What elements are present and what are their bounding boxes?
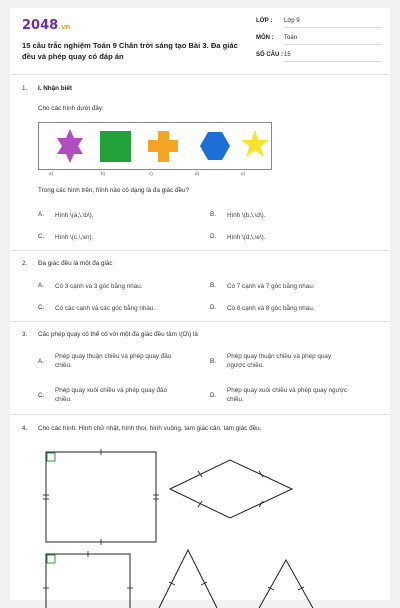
- q3-option-c-text[interactable]: Phép quay xuôi chiều và phép quay đảo chiều.: [55, 387, 168, 403]
- q1-option-b-text[interactable]: Hình \(b,\,\d\).: [227, 212, 266, 219]
- cross-shape: [148, 131, 178, 162]
- five-point-star-shape: [241, 130, 269, 157]
- equilateral-triangle-figure: [258, 560, 314, 608]
- question-divider: [10, 250, 390, 251]
- shape-label-d: d): [195, 171, 200, 176]
- page-title: 15 câu trắc nghiệm Toán 9 Chân trời sáng tạo Bài 3. Đa giác đều và phép quay có đáp án: [22, 41, 238, 61]
- q2-option-b-letter[interactable]: B.: [210, 282, 216, 289]
- hexagon-shape: [200, 132, 230, 160]
- question-1-number: 1.: [22, 85, 28, 92]
- shape-label-c: c): [149, 171, 153, 176]
- rhombus-figure: [170, 460, 292, 518]
- q3-option-a-letter[interactable]: A.: [38, 358, 44, 365]
- q1-option-c-letter[interactable]: C.: [38, 233, 45, 240]
- q2-option-b-text[interactable]: Có 7 cạnh và 7 góc bằng nhau.: [227, 283, 315, 290]
- question-2-number: 2.: [22, 260, 28, 267]
- q2-option-a-text[interactable]: Có 3 cạnh và 3 góc bằng nhau.: [55, 283, 143, 290]
- q2-option-c-text[interactable]: Có các cạnh và các góc bằng nhau.: [55, 305, 156, 312]
- q3-option-b-text[interactable]: Phép quay thuận chiều và phép quay ngược chiều.: [227, 353, 331, 369]
- q3-option-c-letter[interactable]: C.: [38, 392, 45, 399]
- q3-option-a-text[interactable]: Phép quay thuận chiều và phép quay đảo chiều.: [55, 353, 172, 369]
- question-divider: [10, 321, 390, 322]
- site-logo[interactable]: [22, 18, 70, 33]
- question-4-prompt: Cho các hình: Hình chữ nhật, hình thoi, hình vuông, tam giác cân, tam giác đều.: [38, 425, 262, 432]
- shapes-svg: [39, 123, 271, 169]
- q3-option-d-text[interactable]: Phép quay xuôi chiều và phép quay ngược chiều.: [227, 387, 348, 403]
- shape-label-b: b): [101, 171, 106, 176]
- question-1-prompt: Trong các hình trên, hình nào có dạng là đa giác đều?: [38, 187, 189, 194]
- question-3-number: 3.: [22, 331, 28, 338]
- q1-option-b-letter[interactable]: B.: [210, 211, 216, 218]
- green-square-shape: [100, 131, 131, 162]
- isosceles-triangle-figure: [158, 550, 218, 608]
- q1-option-d-letter[interactable]: D.: [210, 233, 217, 240]
- shape-label-e: e): [241, 171, 246, 176]
- logo-main: 2048: [22, 18, 59, 33]
- q2-option-c-letter[interactable]: C.: [38, 304, 45, 311]
- q3-option-b-letter[interactable]: B.: [210, 358, 216, 365]
- q2-option-d-letter[interactable]: D.: [210, 304, 217, 311]
- q2-option-a-letter[interactable]: A.: [38, 282, 44, 289]
- q2-option-d-text[interactable]: Có 8 cạnh và 8 góc bằng nhau.: [227, 305, 315, 312]
- question-4-number: 4.: [22, 425, 28, 432]
- q1-option-d-text[interactable]: Hình \(d,\,\e\).: [227, 234, 266, 241]
- logo-suffix: .vn: [58, 23, 71, 31]
- q1-option-c-text[interactable]: Hình \(c,\,\e\).: [55, 234, 94, 241]
- section-heading: I. Nhận biết: [38, 85, 72, 92]
- six-point-star-shape: [57, 129, 83, 163]
- q4-figures: [10, 438, 390, 608]
- header-divider: [10, 74, 390, 75]
- question-3-prompt: Các phép quay có thể có với một đa giác đều tâm \(O\) là: [38, 331, 198, 338]
- document-page: 2048.vn 15 câu trắc nghiệm Toán 9 Chân trời sáng tạo Bài 3. Đa giác đều và phép quay có đáp án LỚP : Lớp 9 MÔN : Toán SỐ CÂU : 15 1. I. Nhận biết Cho các hình dưới đây: a) b) c) d) e) Trong các hình trên, hình nào có dạng là đa giác đều? A. Hình \(a,\,\b\). B. Hình \(b,\,\d\). C. Hình \(c,\,\e\). D. Hình \(d,\,\e\). 2. Đa giác đều là một đa giác A. Có 3 cạnh và 3 góc bằng nhau. B. Có 7 cạnh và 7 góc bằng nhau. C. Có các cạnh và các góc bằng nhau. D. Có 8 cạnh và 8 góc bằng nhau. 3. Các phép quay có thể có với một đa giác đều tâm \(O\) là A. Phép quay thuận chiều và phép quay đảo chiều. B. Phép quay thuận chiều và phép quay ngược chiều. C. Phép quay xuôi chiều và phép quay đảo chiều. D. Phép quay xuôi chiều và phép quay ngược chiều. 4. Cho các hình: Hình chữ nhật, hình thoi, hình vuông, tam giác cân, tam giác đều.: [10, 8, 390, 600]
- question-divider: [10, 414, 390, 415]
- q1-option-a-text[interactable]: Hình \(a,\,\b\).: [55, 212, 94, 219]
- q3-option-d-letter[interactable]: D.: [210, 392, 217, 399]
- question-2-prompt: Đa giác đều là một đa giác: [38, 260, 113, 267]
- shape-label-a: a): [49, 171, 54, 176]
- q1-option-a-letter[interactable]: A.: [38, 211, 44, 218]
- shapes-figure: [38, 122, 272, 170]
- square-figure: [43, 551, 133, 608]
- rectangle-figure: [43, 449, 159, 545]
- question-1-intro: Cho các hình dưới đây:: [38, 105, 104, 112]
